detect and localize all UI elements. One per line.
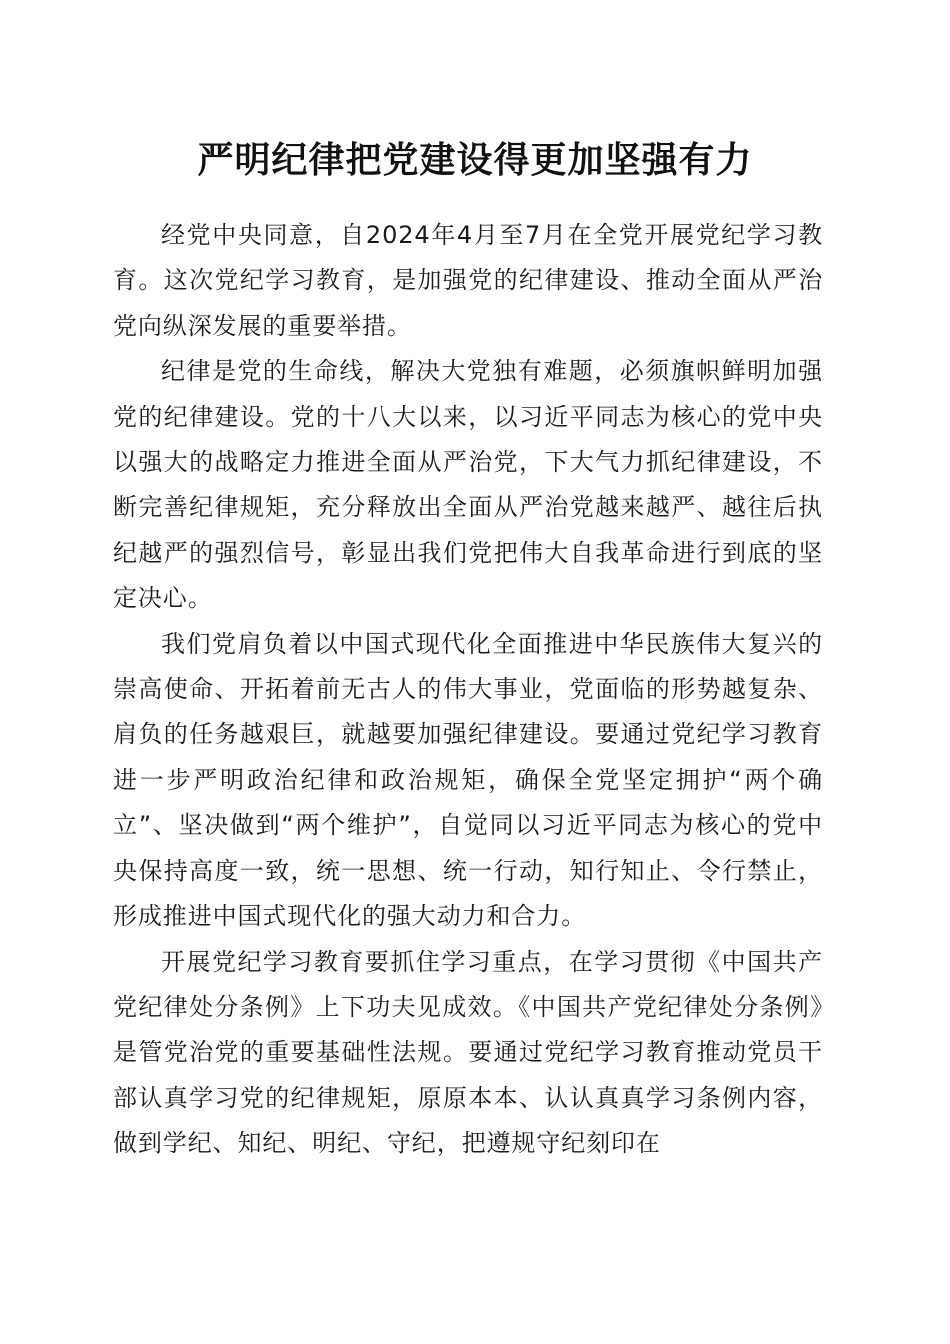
document-body [113, 213, 823, 1167]
paragraph-4: 开展党纪学习教育要抓住学习重点，在学习贯彻《中国共产党纪律处分条例》上下功夫见成效。《中国共产党纪律处分条例》是管党治党的重要基础性法规。要通过党纪学习教育推动党员干部认真学习党的纪律规矩，原原本本、认认真真学习条例内容，做到学纪、知纪、明纪、守纪，把遵规守纪刻印在 [113, 947, 823, 1158]
document-title: 严明纪律把党建设得更加坚强有力 [197, 139, 753, 181]
paragraph-3: 我们党肩负着以中国式现代化全面推进中华民族伟大复兴的崇高使命、开拓着前无古人的伟大事业，党面临的形势越复杂、肩负的任务越艰巨，就越要加强纪律建设。要通过党纪学习教育进一步严明政治纪律和政治规矩，确保全党坚定拥护“两个确立”、坚决做到“两个维护”，自觉同以习近平同志为核心的党中央保持高度一致，统一思想、统一行动，知行知止、令行禁止，形成推进中国式现代化的强大动力和合力。 [113, 629, 823, 931]
paragraph-1: 经党中央同意，自2024年4月至7月在全党开展党纪学习教育。这次党纪学习教育，是加强党的纪律建设、推动全面从严治党向纵深发展的重要举措。 [113, 221, 823, 340]
paragraph-2: 纪律是党的生命线，解决大党独有难题，必须旗帜鲜明加强党的纪律建设。党的十八大以来，以习近平同志为核心的党中央以强大的战略定力推进全面从严治党，下大气力抓纪律建设，不断完善纪律规矩，充分释放出全面从严治党越来越严、越往后执纪越严的强烈信号，彰显出我们党把伟大自我革命进行到底的坚定决心。 [113, 357, 823, 613]
